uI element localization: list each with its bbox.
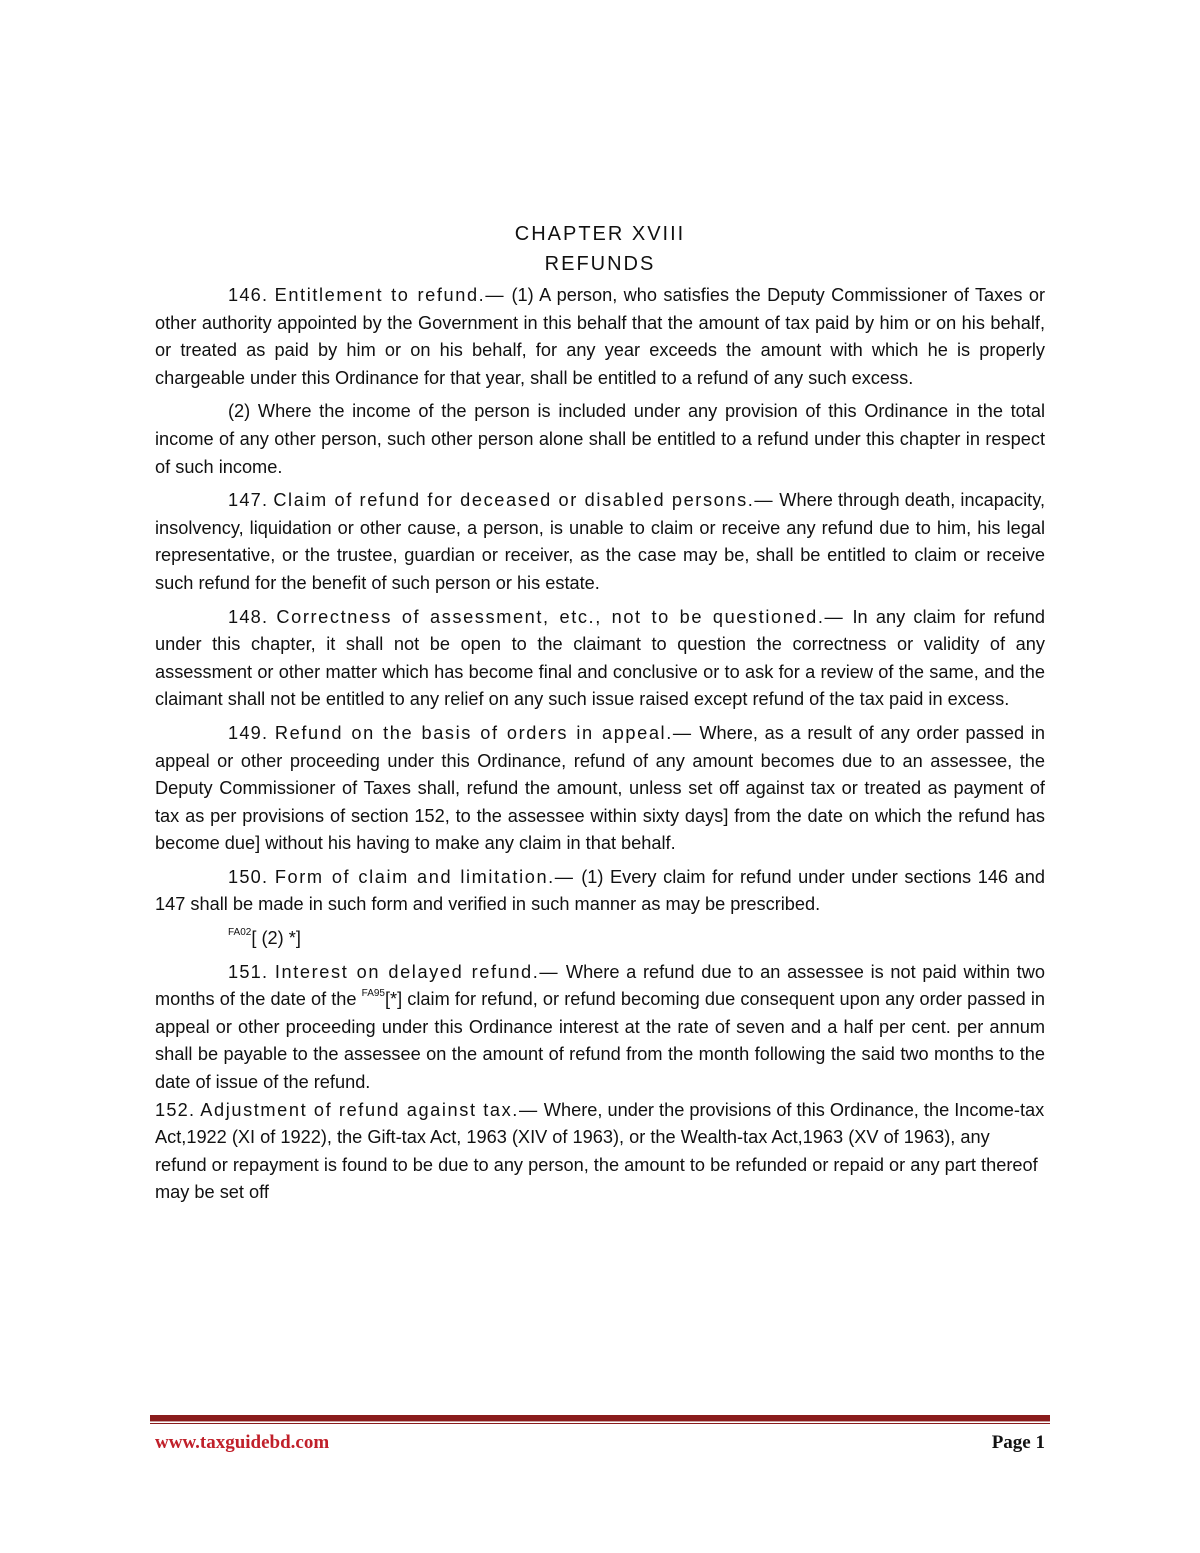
section-152 [155,1097,1045,1207]
page-number: Page 1 [991,1432,1045,1453]
section-number: 149. [228,722,269,743]
section-number: 146. [228,285,269,305]
section-heading: Form of claim and limitation.— [274,866,575,887]
section-heading: Entitlement to refund.— [274,285,506,305]
footer-divider [150,1415,1050,1422]
section-heading: Refund on the basis of orders in appeal.— [274,722,693,743]
section-149 [155,720,1045,858]
section-text: In any claim for refund under this chapter, it shall not be open to the claimant to question the correctness or validity of any assessment or other matter which has become final and conclusive or to ask for a review of the same, and the claimant shall not be entitled to any relief on any such issue raised except refund of the tax paid in excess. [155,606,1045,710]
section-text: Where through death, incapacity, insolvency, liquidation or other cause, a person, is unable to claim or receive any refund due to him, his legal representative, or the trustee, guardian or receiver, as the case may be, shall be entitled to claim or receive such refund for the benefit of such person or his estate. [155,490,1045,593]
footer-website-link[interactable]: www.taxguidebd.com [155,1432,330,1453]
section-146-subsection-2 [155,398,1045,481]
section-text: (2) Where the income of the person is included under any provision of this Ordinance in the total income of any other person, such other person alone shall be entitled to a refund under this chapter in respect of such income. [155,401,1045,477]
footer-divider-thin [150,1423,1050,1424]
section-number: 152. [155,1099,196,1120]
section-text: Where a refund due to an assessee is not paid within two months of the date of the [155,961,1045,1010]
section-number: 148. [228,606,269,627]
section-text: Where, under the provisions of this Ordinance, the Income-tax Act,1922 (XI of 1922), the Gift-tax Act, 1963 (XIV of 1963), or the Wealth-tax Act,1963 (XV of 1963), any refund or repayment is found to be due to any person, the amount to be refunded or repaid or any part thereof may be set off [155,1099,1045,1203]
section-text: (1) Every claim for refund under under sections 146 and 147 shall be made in such form and verified in such manner as may be prescribed. [155,866,1045,915]
section-heading: Adjustment of refund against tax.— [200,1099,539,1120]
section-text: [*] claim for refund, or refund becoming due consequent upon any order passed in appeal or other proceeding under this Ordinance interest at the rate of seven and a half per cent. per annum shall be payable to the assessee on the amount of refund from the month following the said two months to the date of issue of the refund. [155,989,1046,1093]
section-number: 147. [228,490,269,511]
section-heading: Correctness of assessment, etc., not to be questioned.— [276,606,845,627]
section-text: (1) A person, who satisfies the Deputy Commissioner of Taxes or other authority appointed by the Government in this behalf that the amount of tax paid by him or on his behalf, or treated as paid by him or on his behalf, for any year exceeds the amount with which he is properly chargeable under this Ordinance for that year, shall be entitled to a refund of any such excess. [155,285,1046,388]
section-151 [155,959,1045,1097]
section-150 [155,864,1045,919]
chapter-title: REFUNDS [544,253,656,275]
section-147 [155,487,1045,597]
chapter-heading: CHAPTER XVIII [514,223,686,245]
section-150-subsection-2 [155,925,1045,953]
section-148 [155,604,1045,714]
amendment-reference: FA95 [361,988,385,1000]
section-146 [155,282,1045,392]
document-body [155,220,1045,1207]
amendment-reference: FA02 [228,927,252,938]
section-number: 151. [228,961,269,982]
section-text: [ (2) *] [251,928,301,949]
section-number: 150. [228,866,269,887]
section-heading: Claim of refund for deceased or disabled persons.— [273,490,775,511]
section-heading: Interest on delayed refund.— [274,961,560,982]
section-text: Where, as a result of any order passed in appeal or other proceeding under this Ordinance, refund of any amount becomes due to an assessee, the Deputy Commissioner of Taxes shall, refund the amount, unless set off against tax or treated as payment of tax as per provisions of section 152, to the assessee within sixty days] from the date on which the refund has become due] without his having to make any claim in that behalf. [155,722,1045,854]
